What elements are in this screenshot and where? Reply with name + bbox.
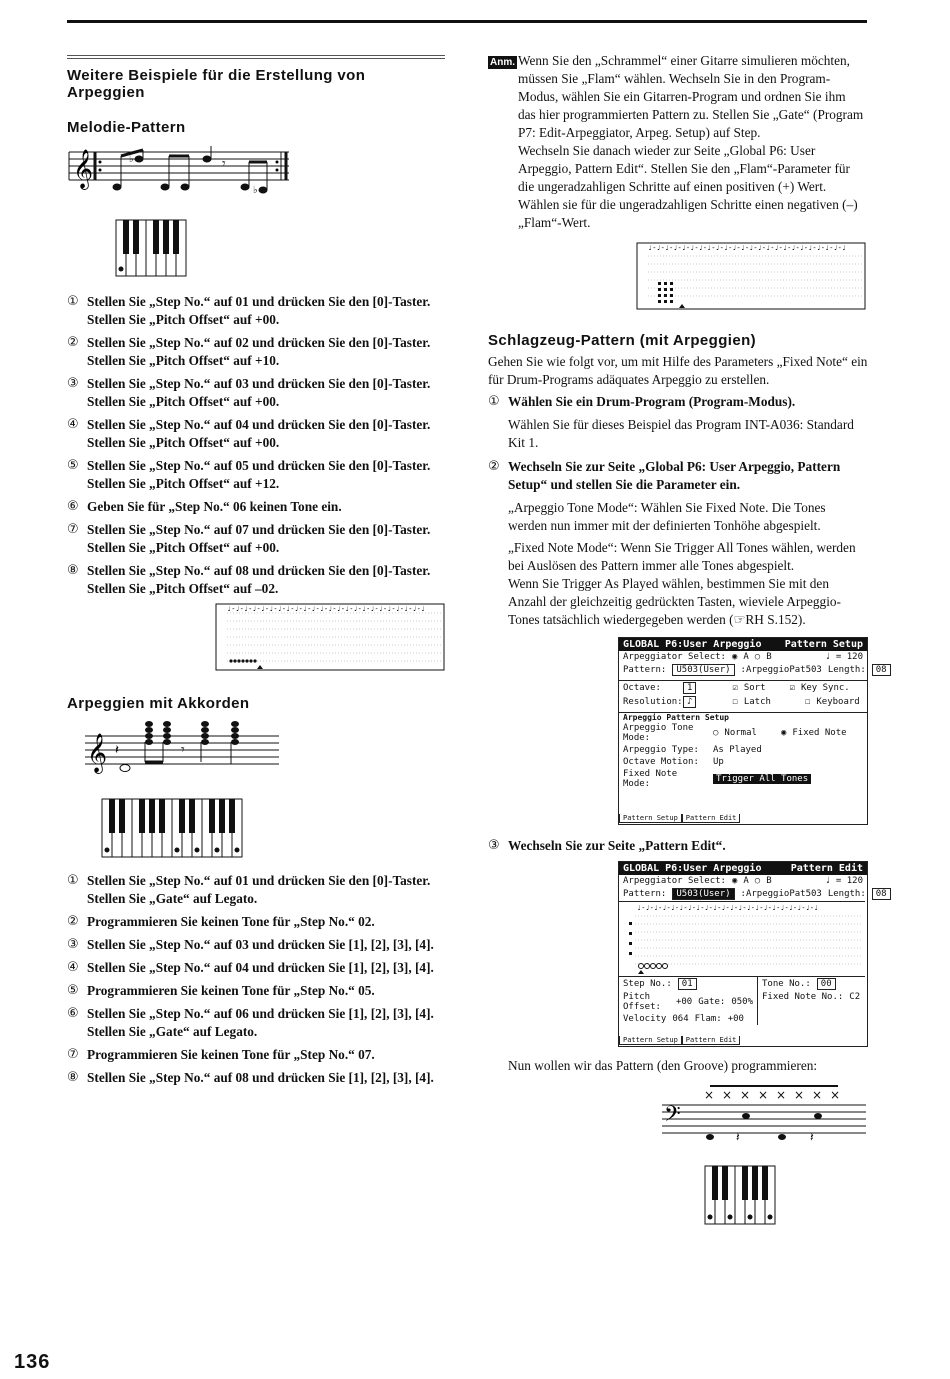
right-column <box>488 52 887 1227</box>
note-box <box>488 52 868 232</box>
velocity-flam-row[interactable]: Velocity 064 Flam: +00 <box>623 1014 744 1024</box>
list-item: ④ Stellen Sie „Step No.“ auf 04 und drücken Sie [1], [2], [3], [4]. <box>67 960 434 975</box>
flam-grid-display <box>636 242 868 312</box>
svg-text:𝄽: 𝄽 <box>810 1130 814 1144</box>
tone-mode-row[interactable]: Arpeggio Tone Mode: ○ Normal ◉ Fixed Note <box>623 723 847 743</box>
list-item: ③ Stellen Sie „Step No.“ auf 03 und drücken Sie [1], [2], [3], [4]. <box>67 937 434 952</box>
svg-text:♩-♩-♩-♩-♩-♩-♩-♩-♩-♩-♩-♩-♩-♩-♩-: ♩-♩-♩-♩-♩-♩-♩-♩-♩-♩-♩-♩-♩-♩-♩-♩-♩-♩-♩-♩-♩-♩-♩-♩ <box>227 605 426 613</box>
keyboard-diagram <box>101 798 251 860</box>
list-item: ② Stellen Sie „Step No.“ auf 02 und drücken Sie den [0]-Taster. Stellen Sie „Pitch Offset“ auf +10. <box>67 335 431 368</box>
list-item: ⑦ Stellen Sie „Step No.“ auf 07 und drücken Sie den [0]-Taster. Stellen Sie „Pitch Offset“ auf +00. <box>67 522 431 555</box>
svg-text:×: × <box>794 1088 805 1102</box>
chord-steps <box>67 872 447 1087</box>
step1-body: Wählen Sie für dieses Beispiel das Program INT-A036: Standard Kit 1. <box>508 417 854 450</box>
pattern-setup-screen <box>618 637 887 825</box>
keyboard-diagram <box>704 1165 784 1227</box>
svg-text:×: × <box>758 1088 769 1102</box>
list-item: ⑧ Stellen Sie „Step No.“ auf 08 und drücken Sie [1], [2], [3], [4]. <box>67 1070 434 1085</box>
svg-text:♩-♩-♩-♩-♩-♩-♩-♩-♩-♩-♩-♩-♩-♩-♩-: ♩-♩-♩-♩-♩-♩-♩-♩-♩-♩-♩-♩-♩-♩-♩-♩-♩-♩-♩-♩-♩-♩ <box>637 904 819 912</box>
tab-pattern-setup[interactable]: Pattern Setup <box>619 814 682 823</box>
fixed-note-field[interactable]: Fixed Note No.: C2 <box>762 992 861 1002</box>
step2-para: Wenn Sie Trigger As Played wählen, bestimmen Sie mit den Anzahl der gleichzeitig gedrückten Tasten, wieviele Arpeggio-Tones tatsächlich wiedergegeben werden (☞RH S.152). <box>508 576 841 627</box>
tone-no-field[interactable]: Tone No.: 00 <box>758 977 867 991</box>
drum-pattern-heading: Schlagzeug-Pattern (mit Arpeggien) <box>488 332 757 349</box>
svg-text:𝄾: 𝄾 <box>181 743 185 758</box>
octave-row[interactable]: Octave: 1 ☑ Sort ☑ Key Sync. <box>623 683 850 693</box>
svg-text:♩-♩-♩-♩-♩-♩-♩-♩-♩-♩-♩-♩-♩-♩-♩-: ♩-♩-♩-♩-♩-♩-♩-♩-♩-♩-♩-♩-♩-♩-♩-♩-♩-♩-♩-♩-♩-♩-♩-♩ <box>648 244 847 252</box>
arpeggio-chords-heading: Arpeggien mit Akkorden <box>67 695 250 712</box>
svg-text:𝄽: 𝄽 <box>736 1130 740 1144</box>
list-item: ② Programmieren Sie keinen Tone für „Step No.“ 02. <box>67 914 375 929</box>
arp-type-row[interactable]: Arpeggio Type: As Played <box>623 745 762 755</box>
svg-text:𝄞: 𝄞 <box>87 733 108 773</box>
list-item: ⑥ Stellen Sie „Step No.“ auf 06 und drücken Sie [1], [2], [3], [4]. Stellen Sie „Gate“ auf Legato. <box>67 1006 434 1039</box>
keyboard-diagram <box>115 219 195 279</box>
svg-text:𝄾: 𝄾 <box>222 157 226 172</box>
svg-text:×: × <box>776 1088 787 1102</box>
svg-text:𝄞: 𝄞 <box>73 149 94 189</box>
tab-pattern-edit[interactable]: Pattern Edit <box>682 814 741 823</box>
pattern-row[interactable]: Pattern: U503(User) :ArpeggioPat503 Length: 08 <box>619 887 867 901</box>
drum-intro: Gehen Sie wie folgt vor, um mit Hilfe des Parameters „Fixed Note“ ein für Drum-Programs adäquates Arpeggio zu erstellen. <box>488 354 868 387</box>
svg-text:×: × <box>722 1088 733 1102</box>
list-item: ① Stellen Sie „Step No.“ auf 01 und drücken Sie den [0]-Taster. Stellen Sie „Gate“ auf Legato. <box>67 873 431 906</box>
list-item: ⑦ Programmieren Sie keinen Tone für „Step No.“ 07. <box>67 1047 375 1062</box>
svg-text:×: × <box>704 1088 715 1102</box>
pattern-row[interactable]: Pattern: U503(User) :ArpeggioPat503 Length: 08 <box>619 663 867 677</box>
left-column <box>67 55 447 1092</box>
chord-notation <box>83 718 283 778</box>
list-item: ⑤ Stellen Sie „Step No.“ auf 05 und drücken Sie den [0]-Taster. Stellen Sie „Pitch Offset“ auf +12. <box>67 458 431 491</box>
resolution-row[interactable]: Resolution: ♪ ☐ Latch ☐ Keyboard <box>623 697 860 707</box>
list-item: ⑧ Stellen Sie „Step No.“ auf 08 und drücken Sie den [0]-Taster. Stellen Sie „Pitch Offset“ auf –02. <box>67 563 431 596</box>
note-text: Wechseln Sie danach wieder zur Seite „Global P6: User Arpeggio, Pattern Edit“. Stellen Sie den „Flam“-Parameter für die ungeradzahligen Schritte auf einen positiven (+) Wert. Wählen sie für die ungeradzahligen Schritte einen negativen (–) „Flam“-Wert. <box>518 143 858 230</box>
closing-text: Nun wollen wir das Pattern (den Groove) programmieren: <box>508 1058 818 1073</box>
svg-text:𝄢: 𝄢 <box>664 1102 681 1132</box>
svg-text:♭: ♭ <box>253 185 258 194</box>
pitch-gate-row[interactable]: Pitch Offset: +00 Gate: 050% <box>623 992 753 1012</box>
step-no-field[interactable]: Step No.: 01 <box>619 977 757 991</box>
svg-text:♭: ♭ <box>129 154 134 165</box>
pattern-grid[interactable] <box>619 901 865 977</box>
list-item: ⑥ Geben Sie für „Step No.“ 06 keinen Tone ein. <box>67 499 342 514</box>
page-title: Weitere Beispiele für die Erstellung von Arpeggien <box>67 67 366 101</box>
note-label: Anm. <box>490 57 515 68</box>
note-text: Wenn Sie den „Schrammel“ einer Gitarre simulieren möchten, müssen Sie „Flam“ wählen. Wechseln Sie in den Program-Modus, wählen Sie ein Gitarren-Program und ordnen Sie ihm das hier programmierten Pattern zu. Stellen Sie „Gate“ (Program P7: Edit-Arpeggiator, Arpeg. Setup) auf Step. <box>518 53 864 140</box>
melody-steps <box>67 293 447 598</box>
list-item: ① Stellen Sie „Step No.“ auf 01 und drücken Sie den [0]-Taster. Stellen Sie „Pitch Offset“ auf +00. <box>67 294 431 327</box>
list-item: ② Wechseln Sie zur Seite „Global P6: User Arpeggio, Pattern Setup“ und stellen Sie die Parameter ein. <box>488 459 841 492</box>
list-item: ③ Stellen Sie „Step No.“ auf 03 und drücken Sie den [0]-Taster. Stellen Sie „Pitch Offset“ auf +00. <box>67 376 431 409</box>
section-label: Arpeggio Pattern Setup <box>619 712 867 722</box>
step2-para: „Fixed Note Mode“: Wenn Sie Trigger All Tones wählen, werden bei Auslösen des Pattern immer alle Tones abgespielt. <box>508 540 856 573</box>
svg-text:×: × <box>812 1088 823 1102</box>
list-item: ⑤ Programmieren Sie keinen Tone für „Step No.“ 05. <box>67 983 375 998</box>
arp-select-row[interactable]: Arpeggiator Select: ◉ A ○ B ♩ = 120 <box>623 652 863 662</box>
pattern-edit-screen <box>618 861 887 1047</box>
octave-motion-row[interactable]: Octave Motion: Up <box>623 757 724 767</box>
list-item: ④ Stellen Sie „Step No.“ auf 04 und drücken Sie den [0]-Taster. Stellen Sie „Pitch Offset“ auf +00. <box>67 417 431 450</box>
svg-text:𝄽: 𝄽 <box>115 742 119 757</box>
tab-pattern-setup[interactable]: Pattern Setup <box>619 1036 682 1045</box>
list-item: ① Wählen Sie ein Drum-Program (Program-Modus). <box>488 394 796 409</box>
list-item: ③ Wechseln Sie zur Seite „Pattern Edit“. <box>488 838 726 853</box>
melody-notation <box>67 144 297 194</box>
top-rule <box>67 20 867 23</box>
svg-text:×: × <box>830 1088 841 1102</box>
section-rule <box>67 55 445 59</box>
arp-select-row[interactable]: Arpeggiator Select: ◉ A ○ B ♩ = 120 <box>623 876 863 886</box>
screen-title-bar: GLOBAL P6:User Arpeggio Pattern Edit <box>619 862 867 875</box>
fixed-note-mode-row[interactable]: Fixed Note Mode: Trigger All Tones <box>619 768 867 790</box>
step-grid-display <box>215 603 445 673</box>
svg-text:×: × <box>740 1088 751 1102</box>
tab-pattern-edit[interactable]: Pattern Edit <box>682 1036 741 1045</box>
screen-title-bar: GLOBAL P6:User Arpeggio Pattern Setup <box>619 638 867 651</box>
step2-para: „Arpeggio Tone Mode“: Wählen Sie Fixed Note. Die Tones werden nun immer mit der definierten Tonhöhe abgespielt. <box>508 500 826 533</box>
page-number: 136 <box>14 1351 51 1373</box>
drum-notation <box>660 1081 870 1149</box>
melody-pattern-heading: Melodie-Pattern <box>67 119 186 136</box>
